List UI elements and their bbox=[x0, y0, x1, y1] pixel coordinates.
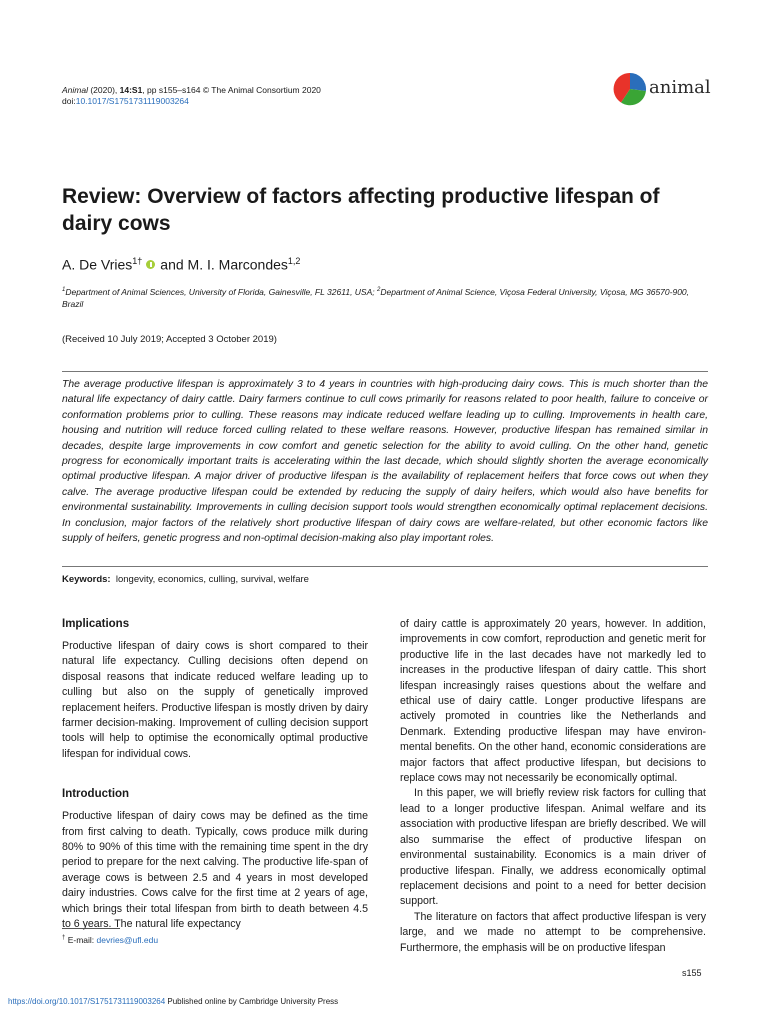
affiliation-1: Department of Animal Sciences, University of Florida, Gainesville, FL 32611, USA; bbox=[65, 286, 377, 297]
article-title: Review: Overview of factors affecting productive lifespan of dairy cows bbox=[62, 185, 660, 235]
doi-link[interactable]: 10.1017/S1751731119003264 bbox=[75, 96, 189, 106]
citation-pages: , pp s155–s164 © The Animal Consortium 2020 bbox=[142, 85, 321, 95]
abstract-top-rule bbox=[62, 371, 708, 372]
affiliations bbox=[62, 284, 708, 310]
page-number: s155 bbox=[682, 968, 702, 978]
introduction-text: Productive lifespan of dairy cows may be defined as the time from first calving to death. Typically, cows produce milk during 80% to 90% of this time with the remaining time spent in the dry period to prepare for the next calving. The productive life-span of average cows is between 2.5 and 4 years in most developed dairy industries. Cows calve for the first time at 2 years of age, which brings their total lifespan from birth to death between 4.5 to 6 years. The natural life expectancy bbox=[62, 810, 368, 931]
affiliation-1-mark: 1 bbox=[62, 287, 66, 293]
citation-year: (2020), bbox=[87, 85, 120, 95]
footnote-mark: † bbox=[62, 935, 66, 941]
body-paragraph: The literature on factors that affect productive lifespan is very large, and we made no attempt to be comprehensive. Furthermore, the emphasis will be on productive lifespan bbox=[400, 910, 706, 954]
keywords-label: Keywords: bbox=[62, 574, 111, 585]
published-online-text: Published online by Cambridge University Press bbox=[165, 997, 339, 1006]
abstract: The average productive lifespan is approximately 3 to 4 years in countries with high-producing dairy cows. This is much shorter than the natural life expectancy of dairy cattle. Dairy farmers continue to cull cows primarily for reasons related to poor health, failure to conceive or conformation problems prior to culling. These reasons may indicate reduced welfare leading up to culling. Improvements in health care, housing and nutrition will reduce forced culling related to these welfare reasons. However, productive lifespan has remained similar in decades, despite large improvements in cow comfort and genetic selection for the ability to avoid culling. On the other hand, genetic progress for economically important traits is accelerating within the last decade, which should slightly shorten the average economically optimal productive lifespan. A major driver of productive lifespan is the availability of replacement heifers that force cows out when they calve. The average productive lifespan could be extended by reducing the supply of dairy heifers, which would also have benefits for environmental sustainability. Improvements in culling decision support tools would strengthen economically optimal replacement decisions. In conclusion, major factors of the relatively short productive lifespan of dairy cows are welfare-related, but other economic factors like supply of heifers, genetic progress and non-optimal decision-making also play important roles. bbox=[62, 379, 708, 545]
journal-name: Animal bbox=[62, 85, 88, 95]
author-1-affiliation: 1† bbox=[132, 256, 143, 266]
right-column bbox=[400, 617, 706, 956]
email-link[interactable]: devries@ufl.edu bbox=[96, 934, 159, 945]
author-1: A. De Vries bbox=[62, 256, 133, 273]
author-line bbox=[62, 252, 300, 274]
publisher-bar bbox=[8, 997, 338, 1007]
author-2-affiliation: 1,2 bbox=[287, 256, 301, 266]
doi-line bbox=[62, 96, 189, 107]
footnote-label: E-mail: bbox=[65, 934, 97, 945]
keywords-list: longevity, economics, culling, survival, welfare bbox=[115, 574, 309, 585]
logo-emblem-icon bbox=[613, 72, 647, 106]
introduction-heading: Introduction bbox=[62, 788, 130, 801]
abstract-bottom-rule bbox=[62, 566, 708, 567]
body-paragraph: of dairy cattle is approximately 20 years, however. In addition, improvements in cow comfort, reproduction and genetic merit for productive life in the last decades have not markedly led to increases in the productive lifespan of dairy cattle. This short lifespan increasingly raises questions about the welfare and ethical use of dairy cattle. Longer productive lifespans are actively promoted in countries like the Netherlands and Denmark. Extending productive lifespan may have environ-mental benefits. On the other hand, economic considerations are major factors that affect productive lifespan, but decisions to replace cows may not necessarily be economically optimal. bbox=[400, 618, 706, 785]
doi-url-link[interactable]: https://doi.org/10.1017/S1751731119003264 bbox=[8, 997, 166, 1006]
implications-text: Productive lifespan of dairy cows is short compared to their natural life expectancy. Culling decisions often depend on disposal reasons that indicate reduced welfare leading up to culling but also on the supply of genetically improved replacement heifers. Productive lifespan is mostly driven by dairy farmer decision-making. Improvement of culling decision support tools will help to optimise the economically optimal productive lifespan for individual cows. bbox=[62, 640, 368, 760]
animal-journal-logo bbox=[613, 72, 709, 108]
received-dates: (Received 10 July 2019; Accepted 3 October 2019) bbox=[62, 334, 277, 345]
keywords-line bbox=[62, 574, 309, 586]
affiliation-2-mark: 2 bbox=[377, 287, 381, 293]
doi-label: doi: bbox=[62, 96, 76, 106]
citation-line bbox=[62, 85, 321, 96]
footnote bbox=[62, 933, 158, 946]
left-column bbox=[62, 616, 368, 933]
implications-heading: Implications bbox=[62, 618, 130, 630]
author-2: and M. I. Marcondes bbox=[160, 256, 288, 273]
affiliation-2: Department of Animal Science, Viçosa Federal University, Viçosa, MG 36570-900, Brazil bbox=[62, 286, 690, 309]
orcid-icon[interactable] bbox=[146, 260, 155, 269]
citation-volume: 14:S1 bbox=[119, 85, 143, 95]
body-paragraph: In this paper, we will briefly review risk factors for culling that lead to a longer productive lifespan. Animal welfare and its association with productive lifespan are briefly described. We will also summarise the effect of productive lifespan on environmental sustainability. Economics is a main driver of productive lifespan. Finally, we address economically optimal replacement decisions and point to a need for better decision support. bbox=[400, 787, 706, 908]
logo-text: animal bbox=[649, 77, 711, 98]
footnote-rule bbox=[62, 928, 120, 929]
